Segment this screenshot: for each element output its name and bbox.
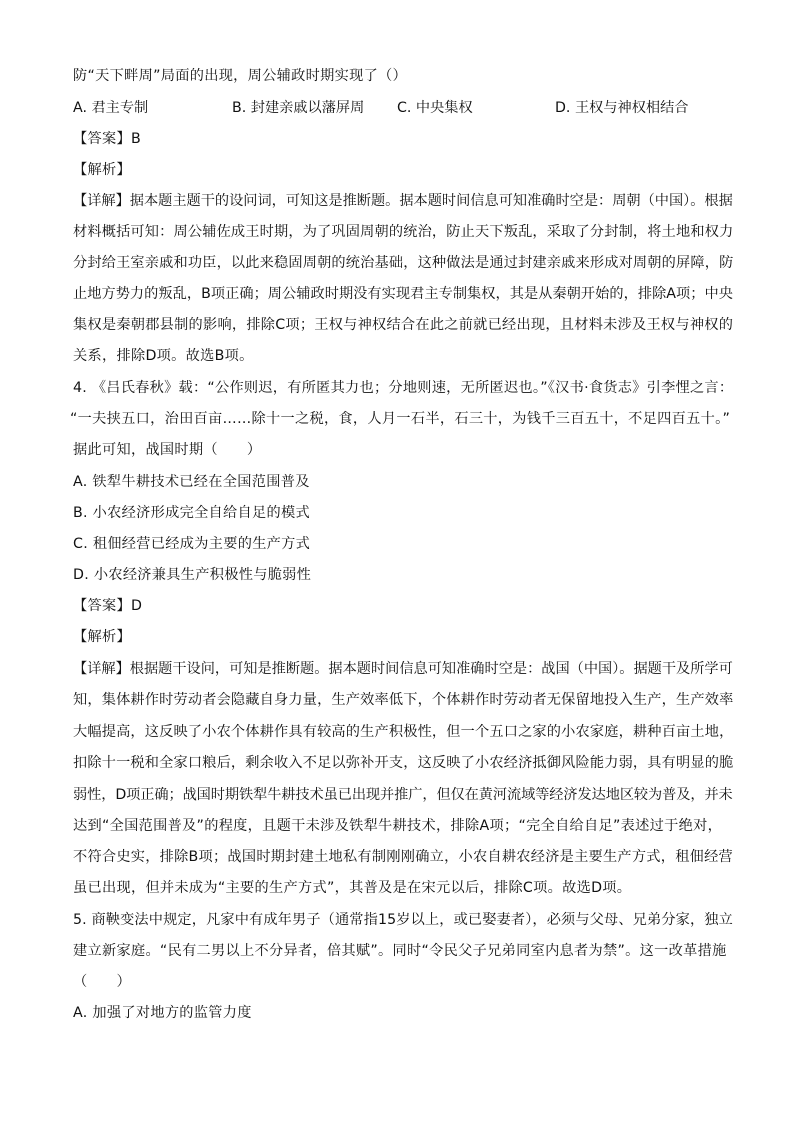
q3-option-a: A. 君主专制 [73, 100, 149, 116]
q3-answer: 【答案】B [73, 131, 141, 147]
q4-detail-line: 【详解】根据题干设问，可知是推断题。据本题时间信息可知准确时空是：战国（中国）。据题干及所学可 [73, 661, 733, 677]
q5-stem-line: 5. 商鞅变法中规定，凡家中有成年男子（通常指15岁以上，或已娶妻者），必须与父母、兄弟分家，独立 [73, 912, 733, 928]
q3-analysis-heading: 【解析】 [73, 162, 131, 178]
q4-detail-line: 大幅提高，这反映了小农个体耕作具有较高的生产积极性，但一个五口之家的小农家庭，耕种百亩土地， [73, 724, 734, 740]
q4-detail-line: 弱性，D项正确；战国时期铁犁牛耕技术虽已出现并推广，但仅在黄河流域等经济发达地区较为普及，并未 [73, 787, 733, 803]
q3-option-c: C. 中央集权 [397, 100, 473, 116]
q3-stem: 防“天下畔周”局面的出现，周公辅政时期实现了（） [73, 68, 408, 84]
q3-detail-line: 止地方势力的叛乱，B项正确；周公辅政时期没有实现君主专制集权，其是从秦朝开始的，排除A项；中央 [73, 286, 733, 302]
q4-option-d: D. 小农经济兼具生产积极性与脆弱性 [73, 567, 312, 583]
q4-option-a: A. 铁犁牛耕技术已经在全国范围普及 [73, 474, 310, 490]
q4-detail-line: 达到“全国范围普及”的程度，且题干未涉及铁犁牛耕技术，排除A项；“完全自给自足”表述过于绝对， [73, 818, 723, 834]
q4-stem-line: 4. 《吕氏春秋》载：“公作则迟，有所匿其力也；分地则速，无所匿迟也。”《汉书·食货志》引李悝之言： [73, 380, 734, 396]
q3-detail-line: 【详解】据本题主题干的设问词，可知这是推断题。据本题时间信息可知准确时空是：周朝（中国）。根据 [73, 193, 733, 209]
q4-stem-line: 据此可知，战国时期（ ） [73, 442, 262, 458]
q4-detail-line: 虽已出现，但并未成为“主要的生产方式”，其普及是在宋元以后，排除C项。故选D项。 [73, 880, 632, 896]
q3-detail-line: 关系，排除D项。故选B项。 [73, 348, 254, 364]
q4-option-c: C. 租佃经营已经成为主要的生产方式 [73, 536, 311, 552]
q3-detail-line: 集权是秦朝郡县制的影响，排除C项；王权与神权结合在此之前就已经出现，且材料未涉及王权与神权的 [73, 317, 734, 333]
q3-option-d: D. 王权与神权相结合 [555, 100, 689, 116]
q3-detail-line: 分封给王室亲戚和功臣，以此来稳固周朝的统治基础，这种做法是通过封建亲戚来形成对周朝的屏障，防 [73, 255, 734, 271]
q4-option-b: B. 小农经济形成完全自给自足的模式 [73, 505, 310, 521]
q5-stem-line: （ ） [73, 974, 131, 990]
q3-detail-line: 材料概括可知：周公辅佐成王时期，为了巩固周朝的统治，防止天下叛乱，采取了分封制，将土地和权力 [73, 224, 734, 240]
q4-detail-line: 知，集体耕作时劳动者会隐藏自身力量，生产效率低下，个体耕作时劳动者无保留地投入生产，生产效率 [73, 692, 734, 708]
q3-option-b: B. 封建亲戚以藩屏周 [232, 100, 365, 116]
q4-answer: 【答案】D [73, 598, 143, 614]
q5-option-a: A. 加强了对地方的监管力度 [73, 1005, 252, 1021]
q5-stem-line: 建立新家庭。“民有二男以上不分异者，倍其赋”。同时“令民父子兄弟同室内息者为禁”。这一改革措施 [73, 943, 727, 959]
q4-detail-line: 扣除十一税和全家口粮后，剩余收入不足以弥补开支，这反映了小农经济抵御风险能力弱，具有明显的脆 [73, 755, 734, 771]
q4-analysis-heading: 【解析】 [73, 629, 131, 645]
q4-stem-line: “一夫挟五口，治田百亩……除十一之税，食，人月一石半，石三十，为钱千三百五十，不足四百五十。” [70, 411, 731, 427]
q4-detail-line: 不符合史实，排除B项；战国时期封建土地私有制刚刚确立，小农自耕农经济是主要生产方式，租佃经营 [73, 849, 733, 865]
